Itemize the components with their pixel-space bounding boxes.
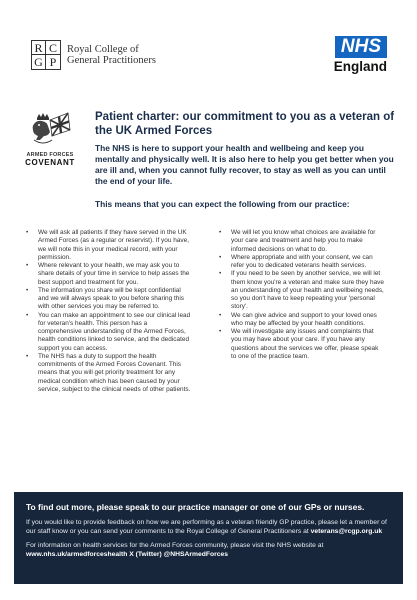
nhs-region: England <box>333 59 387 74</box>
covenant-label-line1: ARMED FORCES <box>26 152 74 158</box>
commitment-item: • Where appropriate and with your consent, we can refer you to dedicated veterans health services. <box>217 254 385 271</box>
rcgp-name <box>67 44 156 66</box>
commitments-left-column <box>24 229 192 394</box>
info-text: For information on health services for the Armed Forces community, please visit the NHS website at <box>26 542 324 549</box>
contact-footer <box>14 492 403 584</box>
commitment-item: • Where relevant to your health, we may ask you to share details of your time in service to help asses the best support and treatment for you. <box>24 262 192 287</box>
nhs-logo-box: NHS <box>335 36 387 58</box>
rcgp-letter: G <box>32 55 46 69</box>
rcgp-name-line2: General Practitioners <box>67 55 156 66</box>
covenant-label-line2: COVENANT <box>25 158 75 167</box>
armed-forces-covenant-logo <box>22 110 78 167</box>
commitment-item: • If you need to be seen by another service, we will let them know you're a veteran and make sure they have an understanding of your health and wellbeing needs, so you don't have to keep repeating your 'personal story'. <box>217 270 385 311</box>
rcgp-logo <box>31 40 156 70</box>
rcgp-letter: P <box>49 55 57 69</box>
footer-heading: To find out more, please speak to our practice manager or one of our GPs or nurses. <box>26 502 365 512</box>
charter-subheading: This means that you can expect the following from our practice: <box>95 199 350 209</box>
charter-intro: The NHS is here to support your health and wellbeing and keep you mentally and physically well. It is also here to help you get better when you are ill and, when you cannot fully recover, to stay as well as you can until the end of your life. <box>95 143 394 186</box>
info-paragraph <box>26 542 391 559</box>
rcgp-letter: C <box>46 41 60 55</box>
commitment-item: • We will investigate any issues and complaints that you may have about your care. If you have any questions about the services we offer, please speak to one of the practice team. <box>217 328 385 361</box>
feedback-email-link[interactable]: veterans@rcgp.org.uk <box>310 527 383 535</box>
commitment-item: • We can give advice and support to your loved ones who may be affected by your health conditions. <box>217 312 385 329</box>
commitment-item: • We will ask all patients if they have served in the UK Armed Forces (as a regular or reservist). If you have, we will note this in your medical record, with your permission. <box>24 229 192 262</box>
commitment-item: • We will let you know what choices are available for your care and treatment and help you to make informed decisions on what to do. <box>217 229 385 254</box>
feedback-text: If you would like to provide feedback on how we are performing as a veteran friendly GP practice, please let a member of our staff know or you can send your comments to the Royal College of General Practitioners at <box>26 519 387 535</box>
commitments-right-column <box>217 229 385 361</box>
commitment-item: • The information you share will be kept confidential and we will always speak to you before sharing this with other services you may be referred to. <box>24 287 192 312</box>
commitment-item: • You can make an appointment to see our clinical lead for veteran's health. This person has a comprehensive understanding of the Armed Forces, health conditions linked to service, and the dedicated support you can access. <box>24 312 192 353</box>
rcgp-name-line1: Royal College of <box>67 44 139 55</box>
charter-title: Patient charter: our commitment to you as a veteran of the UK Armed Forces <box>95 111 395 137</box>
nhs-england-logo <box>334 36 387 75</box>
rcgp-monogram <box>31 40 61 70</box>
feedback-paragraph <box>26 519 391 536</box>
rcgp-letter: R <box>32 41 46 55</box>
nhs-website-link[interactable]: www.nhs.uk/armedforceshealth X (Twitter) @NHSArmedForces <box>26 550 228 558</box>
commitment-item: • The NHS has a duty to support the health commitments of the Armed Forces Covenant. This means that you will get priority treatment for any medical condition which has been caused by your service, subject to the clinical needs of other patients. <box>24 353 192 394</box>
covenant-crest-icon <box>28 110 72 150</box>
